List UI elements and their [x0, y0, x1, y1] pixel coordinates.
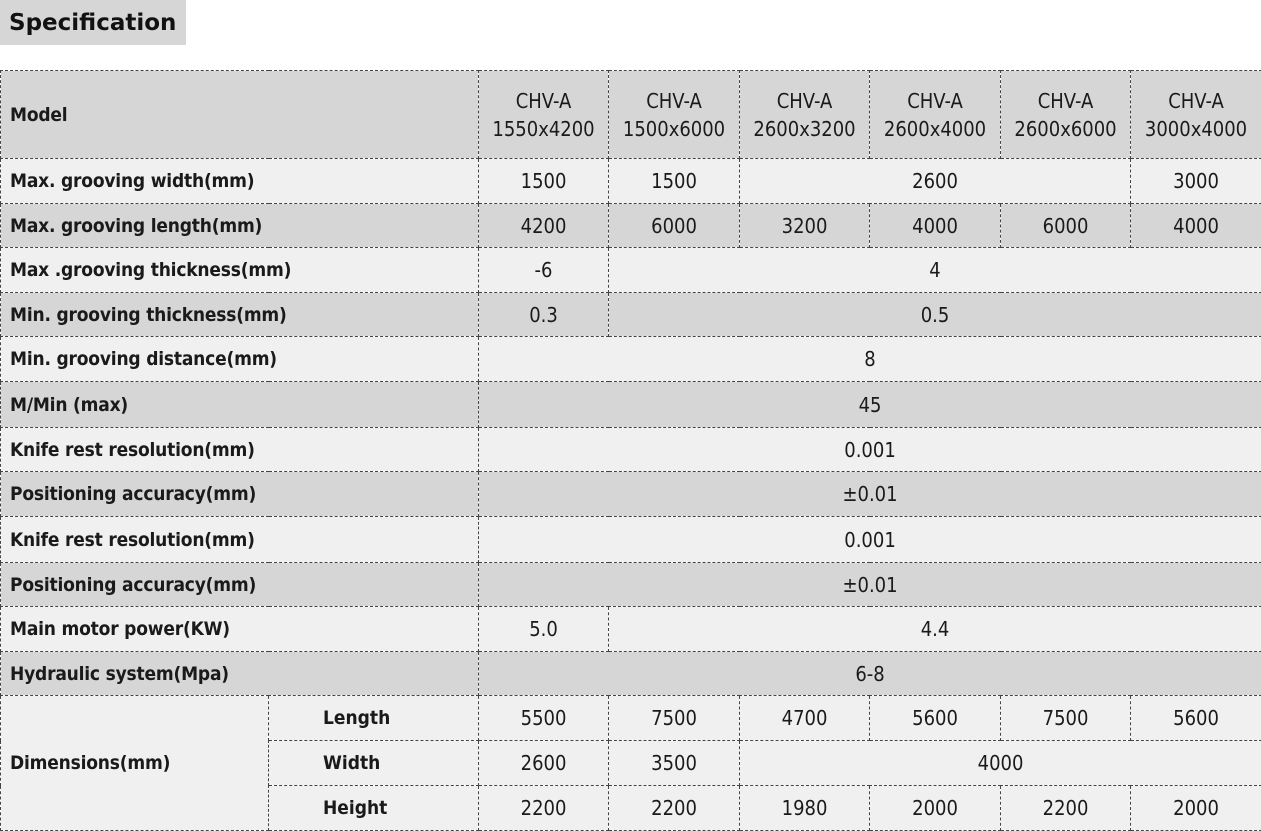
table-row	[1, 428, 1261, 472]
cell-value: 2200	[479, 786, 609, 831]
cell-value: 4200	[479, 204, 609, 248]
cell-value: 3200	[740, 204, 870, 248]
cell-value: 4000	[870, 204, 1001, 248]
row-sublabel: Length	[269, 696, 479, 741]
row-label: Max. grooving width(mm)	[1, 159, 479, 204]
cell-value: 0.001	[479, 517, 1261, 563]
model-cell: CHV-A 3000x4000	[1131, 71, 1261, 159]
cell-value: 0.5	[609, 293, 1261, 337]
cell-value: 4700	[740, 696, 870, 741]
cell-value: 1980	[740, 786, 870, 831]
cell-value: 1500	[479, 159, 609, 204]
table-row	[1, 696, 1261, 741]
cell-value: 2000	[1131, 786, 1261, 831]
model-cell: CHV-A 2600x6000	[1001, 71, 1131, 159]
cell-value: 7500	[1001, 696, 1131, 741]
model-cell: CHV-A 1550x4200	[479, 71, 609, 159]
table-row	[1, 607, 1261, 652]
table-row	[1, 337, 1261, 382]
cell-value: 2000	[870, 786, 1001, 831]
table-row	[1, 204, 1261, 248]
row-label: Max. grooving length(mm)	[1, 204, 479, 248]
table-row	[1, 472, 1261, 517]
cell-value: 6000	[1001, 204, 1131, 248]
table-row	[1, 248, 1261, 293]
cell-value: 4000	[1131, 204, 1261, 248]
cell-value: 0.3	[479, 293, 609, 337]
table-row	[1, 159, 1261, 204]
row-label: Main motor power(KW)	[1, 607, 479, 652]
cell-value: 8	[479, 337, 1261, 382]
cell-value: 5.0	[479, 607, 609, 652]
row-label: Min. grooving thickness(mm)	[1, 293, 479, 337]
cell-value: 0.001	[479, 428, 1261, 472]
table-row	[1, 382, 1261, 428]
cell-value: 1500	[609, 159, 740, 204]
model-header-label: Model	[1, 71, 479, 159]
cell-value: 45	[479, 382, 1261, 428]
row-label: Positioning accuracy(mm)	[1, 472, 479, 517]
row-label: Knife rest resolution(mm)	[1, 517, 479, 563]
model-cell: CHV-A 1500x6000	[609, 71, 740, 159]
table-row	[1, 652, 1261, 696]
cell-value: 6000	[609, 204, 740, 248]
cell-value: 2600	[479, 741, 609, 786]
cell-value: 2200	[1001, 786, 1131, 831]
cell-value: 4	[609, 248, 1261, 293]
row-label: Min. grooving distance(mm)	[1, 337, 479, 382]
table-header-row	[1, 71, 1261, 159]
cell-value: ±0.01	[479, 563, 1261, 607]
table-row	[1, 563, 1261, 607]
cell-value: 5600	[870, 696, 1001, 741]
cell-value: 3500	[609, 741, 740, 786]
row-sublabel: Height	[269, 786, 479, 831]
cell-value: 4.4	[609, 607, 1261, 652]
cell-value: ±0.01	[479, 472, 1261, 517]
row-label: Positioning accuracy(mm)	[1, 563, 479, 607]
model-cell: CHV-A 2600x3200	[740, 71, 870, 159]
cell-value: 5600	[1131, 696, 1261, 741]
cell-value: 5500	[479, 696, 609, 741]
cell-value: 2600	[740, 159, 1131, 204]
row-label: Hydraulic system(Mpa)	[1, 652, 479, 696]
row-label: M/Min (max)	[1, 382, 479, 428]
specification-table	[0, 70, 1261, 831]
cell-value: -6	[479, 248, 609, 293]
cell-value: 4000	[740, 741, 1261, 786]
page-title: Specification	[0, 0, 186, 45]
table-row	[1, 293, 1261, 337]
row-sublabel: Width	[269, 741, 479, 786]
model-cell: CHV-A 2600x4000	[870, 71, 1001, 159]
cell-value: 2200	[609, 786, 740, 831]
table-row	[1, 517, 1261, 563]
cell-value: 6-8	[479, 652, 1261, 696]
dimensions-label: Dimensions(mm)	[1, 696, 269, 831]
row-label: Knife rest resolution(mm)	[1, 428, 479, 472]
row-label: Max .grooving thickness(mm)	[1, 248, 479, 293]
cell-value: 3000	[1131, 159, 1261, 204]
cell-value: 7500	[609, 696, 740, 741]
